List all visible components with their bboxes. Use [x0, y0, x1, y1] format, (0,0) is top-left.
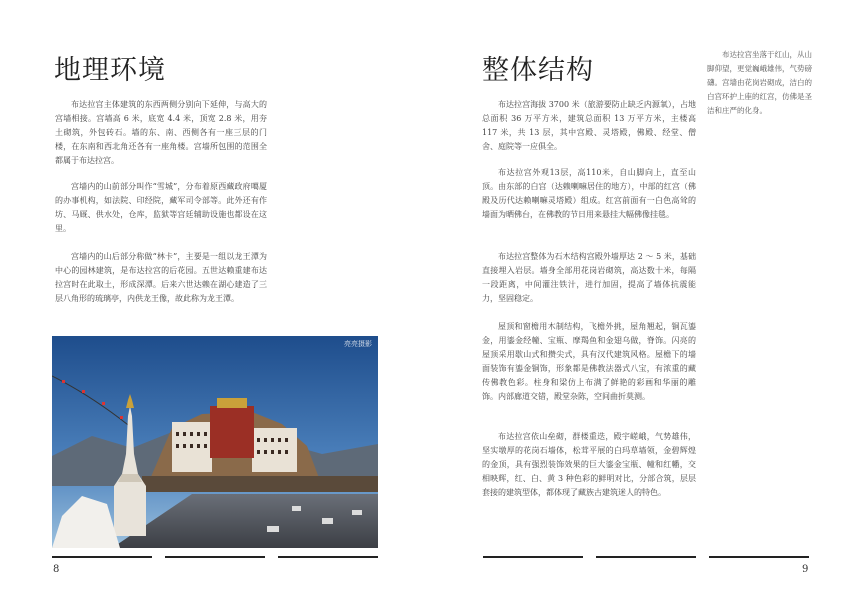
page-title: 整体结构: [482, 55, 594, 86]
paragraph-1: 布达拉宫海拔 3700 米（旅游要防止缺乏内源氧），占地总面积 36 万平方米，建筑总面积 13 万平方米，主楼高 117 米，共 13 层，其中宫殿、灵塔殿，佛殿、经堂、僧舍、庭院等一应俱全。: [482, 100, 696, 151]
paragraph-3: 宫墙内的山后部分称做“林卡”，主要是一组以龙王潭为中心的园林建筑，是布达拉宫的后花园。五世达赖重建布达拉宫时在此取土，形成深潭。后来六世达赖在湖心建造了三层八角形的琉璃亭，内供龙王像，故此称为龙王潭。: [55, 252, 267, 303]
footer-rule-3: [709, 556, 809, 558]
paragraph-1: 布达拉宫主体建筑的东西两侧分别向下延伸，与高大的宫墙相接。宫墙高 6 米，底宽 4.4 米，顶宽 2.8 米，用夯土砌筑，外包砖石。墙的东、南、西侧各有一座三层的门楼，在东南和西北角还各有一座角楼。宫墙所包围的范围全都属于布达拉宫。: [55, 100, 267, 165]
page-title: 地理环境: [54, 55, 166, 86]
paragraph-3: 布达拉宫整体为石木结构宫殿外墙厚达 2 ～ 5 米，基础直接埋入岩层。墙身全部用花岗岩砌筑，高达数十米，每隔一段距离，中间灌注铁汁，进行加固，提高了墙体抗震能力，坚固稳定。: [482, 252, 696, 303]
footer-rule-1: [483, 556, 583, 558]
footer-rule-1: [52, 556, 152, 558]
footer-rule-2: [165, 556, 265, 558]
page-number: 9: [802, 564, 809, 575]
left-page: [0, 0, 430, 600]
paragraph-2: 宫墙内的山前部分叫作“雪城”，分布着原西藏政府噶厦的办事机构，如法院、印经院，藏军司令部等。此外还有作坊、马厩、供水处，仓库，监狱等宫廷辅助设施也都设在这里。: [55, 182, 267, 233]
page-number: 8: [53, 564, 60, 575]
sidebar-note: 布达拉宫坐落于红山，从山脚仰望，更觉巍峨雄伟，气势磅礴。宫墙由花岗岩砌成，洁白的白宫环护上座的红宫，仿佛是圣洁和庄严的化身。: [707, 50, 812, 115]
paragraph-5: 布达拉宫依山垒砌，群楼重迭，殿宇嵯峨，气势雄伟，坚实墩厚的花岗石墙体，松茸平展的白玛草墙领，金碧辉煌的金顶，具有强烈装饰效果的巨大鎏金宝瓶、幢和红幡，交相映辉，红、白、黄 3 种色彩的鲜明对比，分部合筑，层层套接的建筑型体，都体现了藏族古建筑迷人的特色。: [482, 432, 696, 497]
footer-rule-2: [596, 556, 696, 558]
paragraph-4: 屋顶和窗檐用木制结构，飞檐外挑，屋角翘起，铜瓦鎏金，用鎏金经幢、宝瓶、摩羯鱼和金翅乌做，脊饰。闪亮的屋顶采用歇山式和攒尖式，具有汉代建筑风格。屋檐下的墙面装饰有鎏金铜饰，形象都是佛教法器式八宝，有浓重的藏传佛教色彩。柱身和梁仿上布满了鲜艳的彩画和华丽的雕饰。内部廊道交错，殿堂杂陈，空间曲折莫测。: [482, 322, 696, 401]
potala-palace-photo: [52, 336, 378, 548]
right-page: [431, 0, 861, 600]
footer-rule-3: [278, 556, 378, 558]
photo-watermark: 亮亮摄影: [344, 340, 372, 348]
paragraph-2: 布达拉宫外观13层，高110米，自山脚向上，直至山顶。由东部的白宫（达赖喇嘛居住的地方），中部的红宫（佛殿及历代达赖喇嘛灵塔殿）组成。红宫前面有一白色高耸的墙面为晒佛台，在佛教的节日用来悬挂大幅佛像挂毯。: [482, 168, 696, 219]
